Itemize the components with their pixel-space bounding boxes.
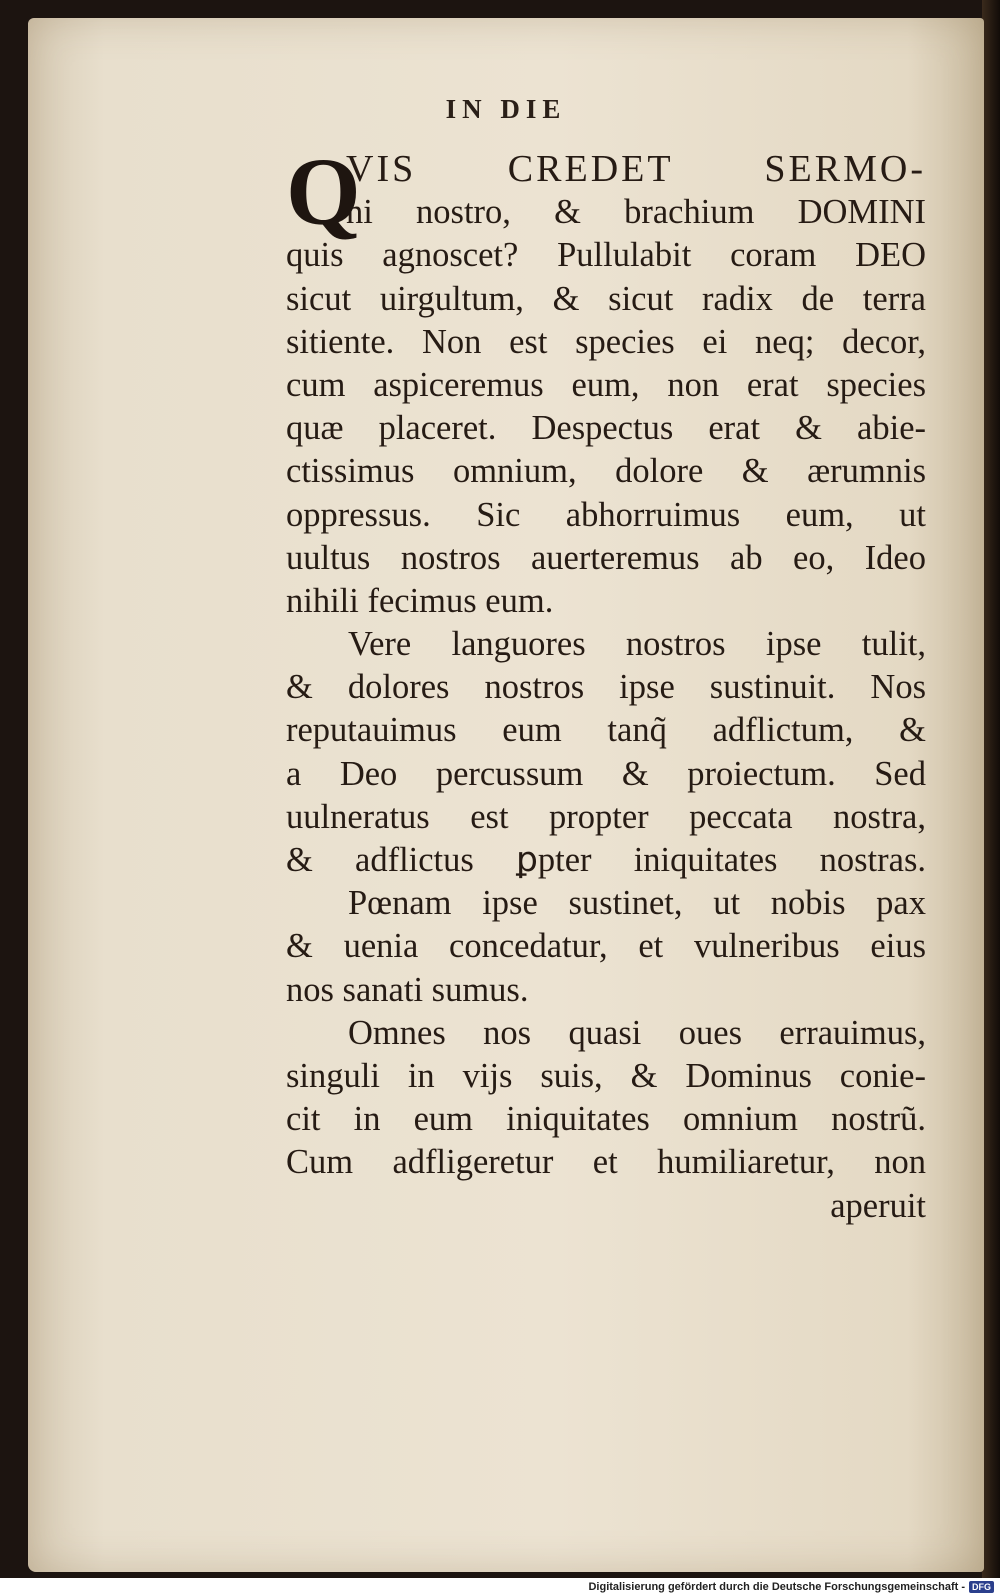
text-block [286,138,926,1228]
text-line: & adflictus ꝑpter iniquitates nostras. [286,841,926,879]
text-line: Vere languores nostros ipse tulit, [348,625,926,664]
text-line: cum aspiceremus eum, non erat species [286,365,926,404]
text-line: oppressus. Sic abhorruimus eum, ut [286,495,926,534]
text-line: VIS CREDET SERMO- [346,148,926,190]
text-line: nihili fecimus eum. [286,581,554,620]
text-line: Omnes nos quasi oues errauimus, [348,1013,926,1052]
dfg-logo: DFG [969,1581,994,1593]
book-page [28,18,984,1572]
digitization-credit [588,1580,994,1594]
book-cover-edge [982,0,1000,1578]
catchword: aperuit [830,1186,926,1225]
text-line: quis agnoscet? Pullulabit coram DEO [286,236,926,275]
text-line: sicut uirgultum, & sicut radix de terra [286,279,926,318]
text-line: & uenia concedatur, et vulneribus eius [286,927,926,966]
text-line: a Deo percussum & proiectum. Sed [286,754,926,793]
text-line: ctissimus omnium, dolore & ærumnis [286,452,926,491]
text-line: singuli in vijs suis, & Dominus conie- [286,1056,926,1095]
text-line: cit in eum iniquitates omnium nostrũ. [286,1100,926,1139]
text-line: uultus nostros auerteremus ab eo, Ideo [286,538,926,577]
text-line: quæ placeret. Despectus erat & abie- [286,409,926,448]
drop-cap: Q [286,138,361,245]
credit-text: Digitalisierung gefördert durch die Deutsche Forschungsgemeinschaft - [588,1581,965,1593]
text-line: Pœnam ipse sustinet, ut nobis pax [348,884,926,923]
running-head: IN DIE [445,94,567,124]
text-line: uulneratus est propter peccata nostra, [286,797,926,836]
text-line: ni nostro, & brachium DOMINI [346,193,926,232]
text-line: Cum adfligeretur et humiliaretur, non [286,1143,926,1182]
text-line: sitiente. Non est species ei neq; decor, [286,322,926,361]
text-line: nos sanati sumus. [286,970,529,1009]
text-line: reputauimus eum tanq̃ adflictum, & [286,711,926,750]
text-line: & dolores nostros ipse sustinuit. Nos [286,668,926,707]
